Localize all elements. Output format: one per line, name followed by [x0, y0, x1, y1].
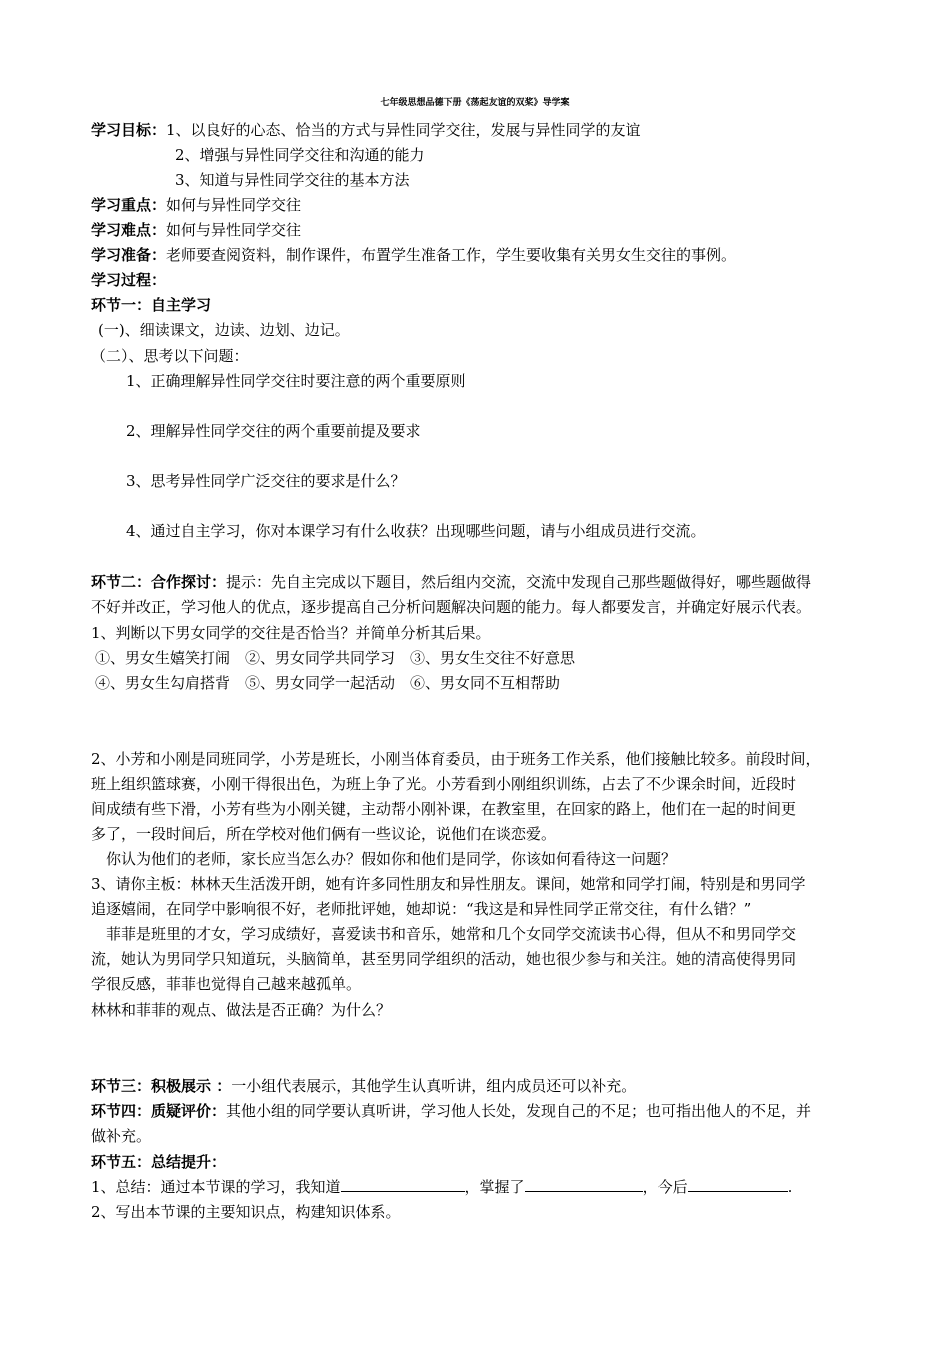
fill-blank-know[interactable] [341, 1177, 465, 1192]
difficulty-row [91, 220, 301, 240]
section4-row [91, 1101, 811, 1121]
preparation-text: 老师要查阅资料，制作课件，布置学生准备工作，学生要收集有关男女生交往的事例。 [166, 246, 737, 264]
summary-text: . [787, 1178, 793, 1196]
section1-question: 3、思考异性同学广泛交往的要求是什么？ [126, 472, 406, 490]
section4-text: 其他小组的同学要认真听讲，学习他人长处，发现自己的不足；也可指出他人的不足，并 [226, 1102, 812, 1120]
section2-q3-line: 追逐嬉闹，在同学中影响很不好，老师批评她，她却说：“我这是和异性同学正常交往，有什么错？” [91, 900, 752, 918]
section5-heading: 环节五：总结提升： [91, 1153, 227, 1171]
objective-item: 3、知道与异性同学交往的基本方法 [175, 171, 410, 189]
section1-question: 1、正确理解异性同学交往时要注意的两个重要原则 [126, 372, 466, 390]
preparation-label: 学习准备： [91, 246, 167, 264]
key-point-label: 学习重点： [91, 196, 167, 214]
section1-sub1: (一)、细读课文，边读、边划、边记。 [98, 321, 350, 339]
section1-question: 2、理解异性同学交往的两个重要前提及要求 [126, 422, 421, 440]
section5-summary-row [91, 1177, 792, 1197]
section2-options-row: ④、男女生勾肩搭背 ⑤、男女同学一起活动 ⑥、男女同不互相帮助 [95, 674, 561, 692]
section2-q2-line: 你认为他们的老师，家长应当怎么办？假如你和他们是同学，你该如何看待这一问题？ [91, 850, 677, 868]
section2-intro: 不好并改正，学习他人的优点，逐步提高自己分析问题解决问题的能力。每人都要发言，并确定好展示代表。 [91, 598, 812, 616]
process-label: 学习过程： [91, 271, 167, 289]
objectives-row-1 [91, 120, 641, 140]
section3-row [91, 1076, 636, 1096]
section2-question-1: 1、判断以下男女同学的交往是否恰当？并简单分析其后果。 [91, 624, 491, 642]
section2-heading: 环节二：合作探讨： [91, 573, 227, 591]
objective-item: 2、增强与异性同学交往和沟通的能力 [175, 146, 425, 164]
summary-text: 1、总结：通过本节课的学习，我知道 [91, 1178, 341, 1196]
fill-blank-master[interactable] [525, 1177, 643, 1192]
difficulty-label: 学习难点： [91, 221, 167, 239]
section2-intro: 提示：先自主完成以下题目，然后组内交流，交流中发现自己那些题做得好，哪些题做得 [226, 573, 812, 591]
objectives-label: 学习目标： [91, 121, 167, 139]
section2-q3-line: 流，她认为男同学只知道玩，头脑简单，甚至男同学组织的活动，她也很少参与和关注。她的清高使得男同 [91, 950, 797, 968]
section2-q3-line: 林林和菲菲的观点、做法是否正确？为什么？ [91, 1001, 392, 1019]
section3-heading: 环节三：积极展示 ： [91, 1077, 232, 1095]
section4-heading: 环节四：质疑评价： [91, 1102, 227, 1120]
document-title: 七年级思想品德下册《荡起友谊的双桨》导学案 [380, 98, 570, 108]
key-point-row [91, 195, 301, 215]
section1-sub2: （二）、思考以下问题： [91, 347, 249, 365]
section3-text: 一小组代表展示，其他学生认真听讲，组内成员还可以补充。 [231, 1077, 637, 1095]
summary-text: ，今后 [642, 1178, 688, 1196]
section2-q2-line: 班上组织篮球赛，小刚干得很出色，为班上争了光。小芳看到小刚组织训练，占去了不少课余时间，近段时 [91, 775, 797, 793]
section2-q3-line: 菲菲是班里的才女，学习成绩好，喜爱读书和音乐，她常和几个女同学交流读书心得，但从不和男同学交 [91, 925, 797, 943]
section2-options-row: ①、男女生嬉笑打闹 ②、男女同学共同学习 ③、男女生交往不好意思 [95, 649, 576, 667]
section2-q2-line: 多了，一段时间后，所在学校对他们俩有一些议论，说他们在谈恋爱。 [91, 825, 557, 843]
section4-text: 做补充。 [91, 1127, 152, 1145]
difficulty-text: 如何与异性同学交往 [166, 221, 302, 239]
section2-q2-line: 间成绩有些下滑，小芳有些为小刚关键，主动帮小刚补课，在教室里，在回家的路上，他们在一起的时间更 [91, 800, 797, 818]
section2-q3-line: 3、请你主板：林林天生活泼开朗，她有许多同性朋友和异性朋友。课间，她常和同学打闹，特别是和男同学 [91, 875, 806, 893]
preparation-row [91, 245, 736, 265]
fill-blank-future[interactable] [688, 1177, 788, 1192]
section5-item2: 2、写出本节课的主要知识点，构建知识体系。 [91, 1203, 401, 1221]
objective-item: 1、以良好的心态、恰当的方式与异性同学交往，发展与异性同学的友谊 [166, 121, 641, 139]
section2-q2-line: 2、小芳和小刚是同班同学，小芳是班长，小刚当体育委员，由于班务工作关系，他们接触比较多。前段时间， [91, 750, 821, 768]
section1-question: 4、通过自主学习，你对本课学习有什么收获？出现哪些问题，请与小组成员进行交流。 [126, 522, 706, 540]
section2-q3-line: 学很反感，菲菲也觉得自己越来越孤单。 [91, 975, 362, 993]
key-point-text: 如何与异性同学交往 [166, 196, 302, 214]
section2-intro-row [91, 572, 811, 592]
section1-heading: 环节一：自主学习 [91, 296, 212, 314]
summary-text: ，掌握了 [464, 1178, 525, 1196]
